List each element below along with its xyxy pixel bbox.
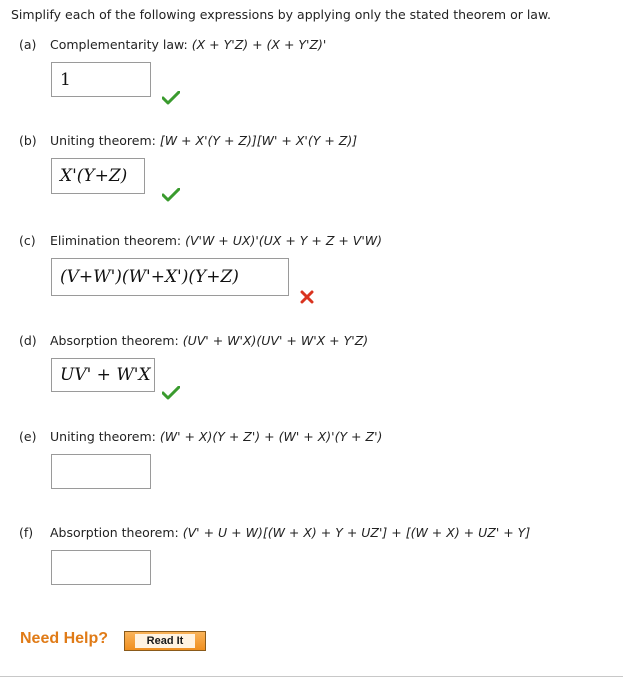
checkmark-icon — [162, 188, 180, 202]
expression: (X + Y'Z) + (X + Y'Z)' — [191, 37, 327, 52]
instructions: Simplify each of the following expressions by applying only the stated theorem or law. — [11, 7, 552, 22]
part-label: (d) — [19, 333, 37, 348]
expression: [W + X'(Y + Z)][W' + X'(Y + Z)] — [159, 133, 358, 148]
part-label: (b) — [19, 133, 37, 148]
theorem-name: Absorption theorem: — [50, 525, 179, 540]
answer-input-d[interactable]: UV' + W'X — [51, 358, 155, 392]
answer-input-a[interactable]: 1 — [51, 62, 151, 97]
theorem-name: Elimination theorem: — [50, 233, 182, 248]
part-label: (f) — [19, 525, 34, 540]
expression: (W' + X)(Y + Z') + (W' + X)'(Y + Z') — [159, 429, 383, 444]
problem-e — [19, 429, 382, 444]
theorem-name: Absorption theorem: — [50, 333, 179, 348]
x-mark-icon — [300, 290, 314, 304]
problem-d — [19, 333, 368, 348]
problem-f — [19, 525, 530, 540]
need-help-label: Need Help? — [20, 630, 109, 647]
problem-b — [19, 133, 357, 148]
problem-c — [19, 233, 382, 248]
expression: (V' + U + W)[(W + X) + Y + UZ'] + [(W + X) + UZ' + Y] — [182, 525, 531, 540]
part-label: (e) — [19, 429, 37, 444]
read-it-button[interactable] — [124, 631, 206, 651]
checkmark-icon — [162, 91, 180, 105]
answer-input-c[interactable]: (V+W')(W'+X')(Y+Z) — [51, 258, 289, 296]
problem-a — [19, 37, 326, 52]
expression: (UV' + W'X)(UV' + W'X + Y'Z) — [182, 333, 369, 348]
answer-input-e[interactable] — [51, 454, 151, 489]
answer-input-f[interactable] — [51, 550, 151, 585]
answer-input-b[interactable]: X'(Y+Z) — [51, 158, 145, 194]
part-label: (a) — [19, 37, 37, 52]
checkmark-icon — [162, 386, 180, 400]
theorem-name: Uniting theorem: — [50, 133, 156, 148]
part-label: (c) — [19, 233, 36, 248]
bottom-divider — [0, 676, 623, 677]
expression: (V'W + UX)'(UX + Y + Z + V'W) — [185, 233, 383, 248]
theorem-name: Complementarity law: — [50, 37, 188, 52]
theorem-name: Uniting theorem: — [50, 429, 156, 444]
read-it-label: Read It — [135, 634, 196, 648]
